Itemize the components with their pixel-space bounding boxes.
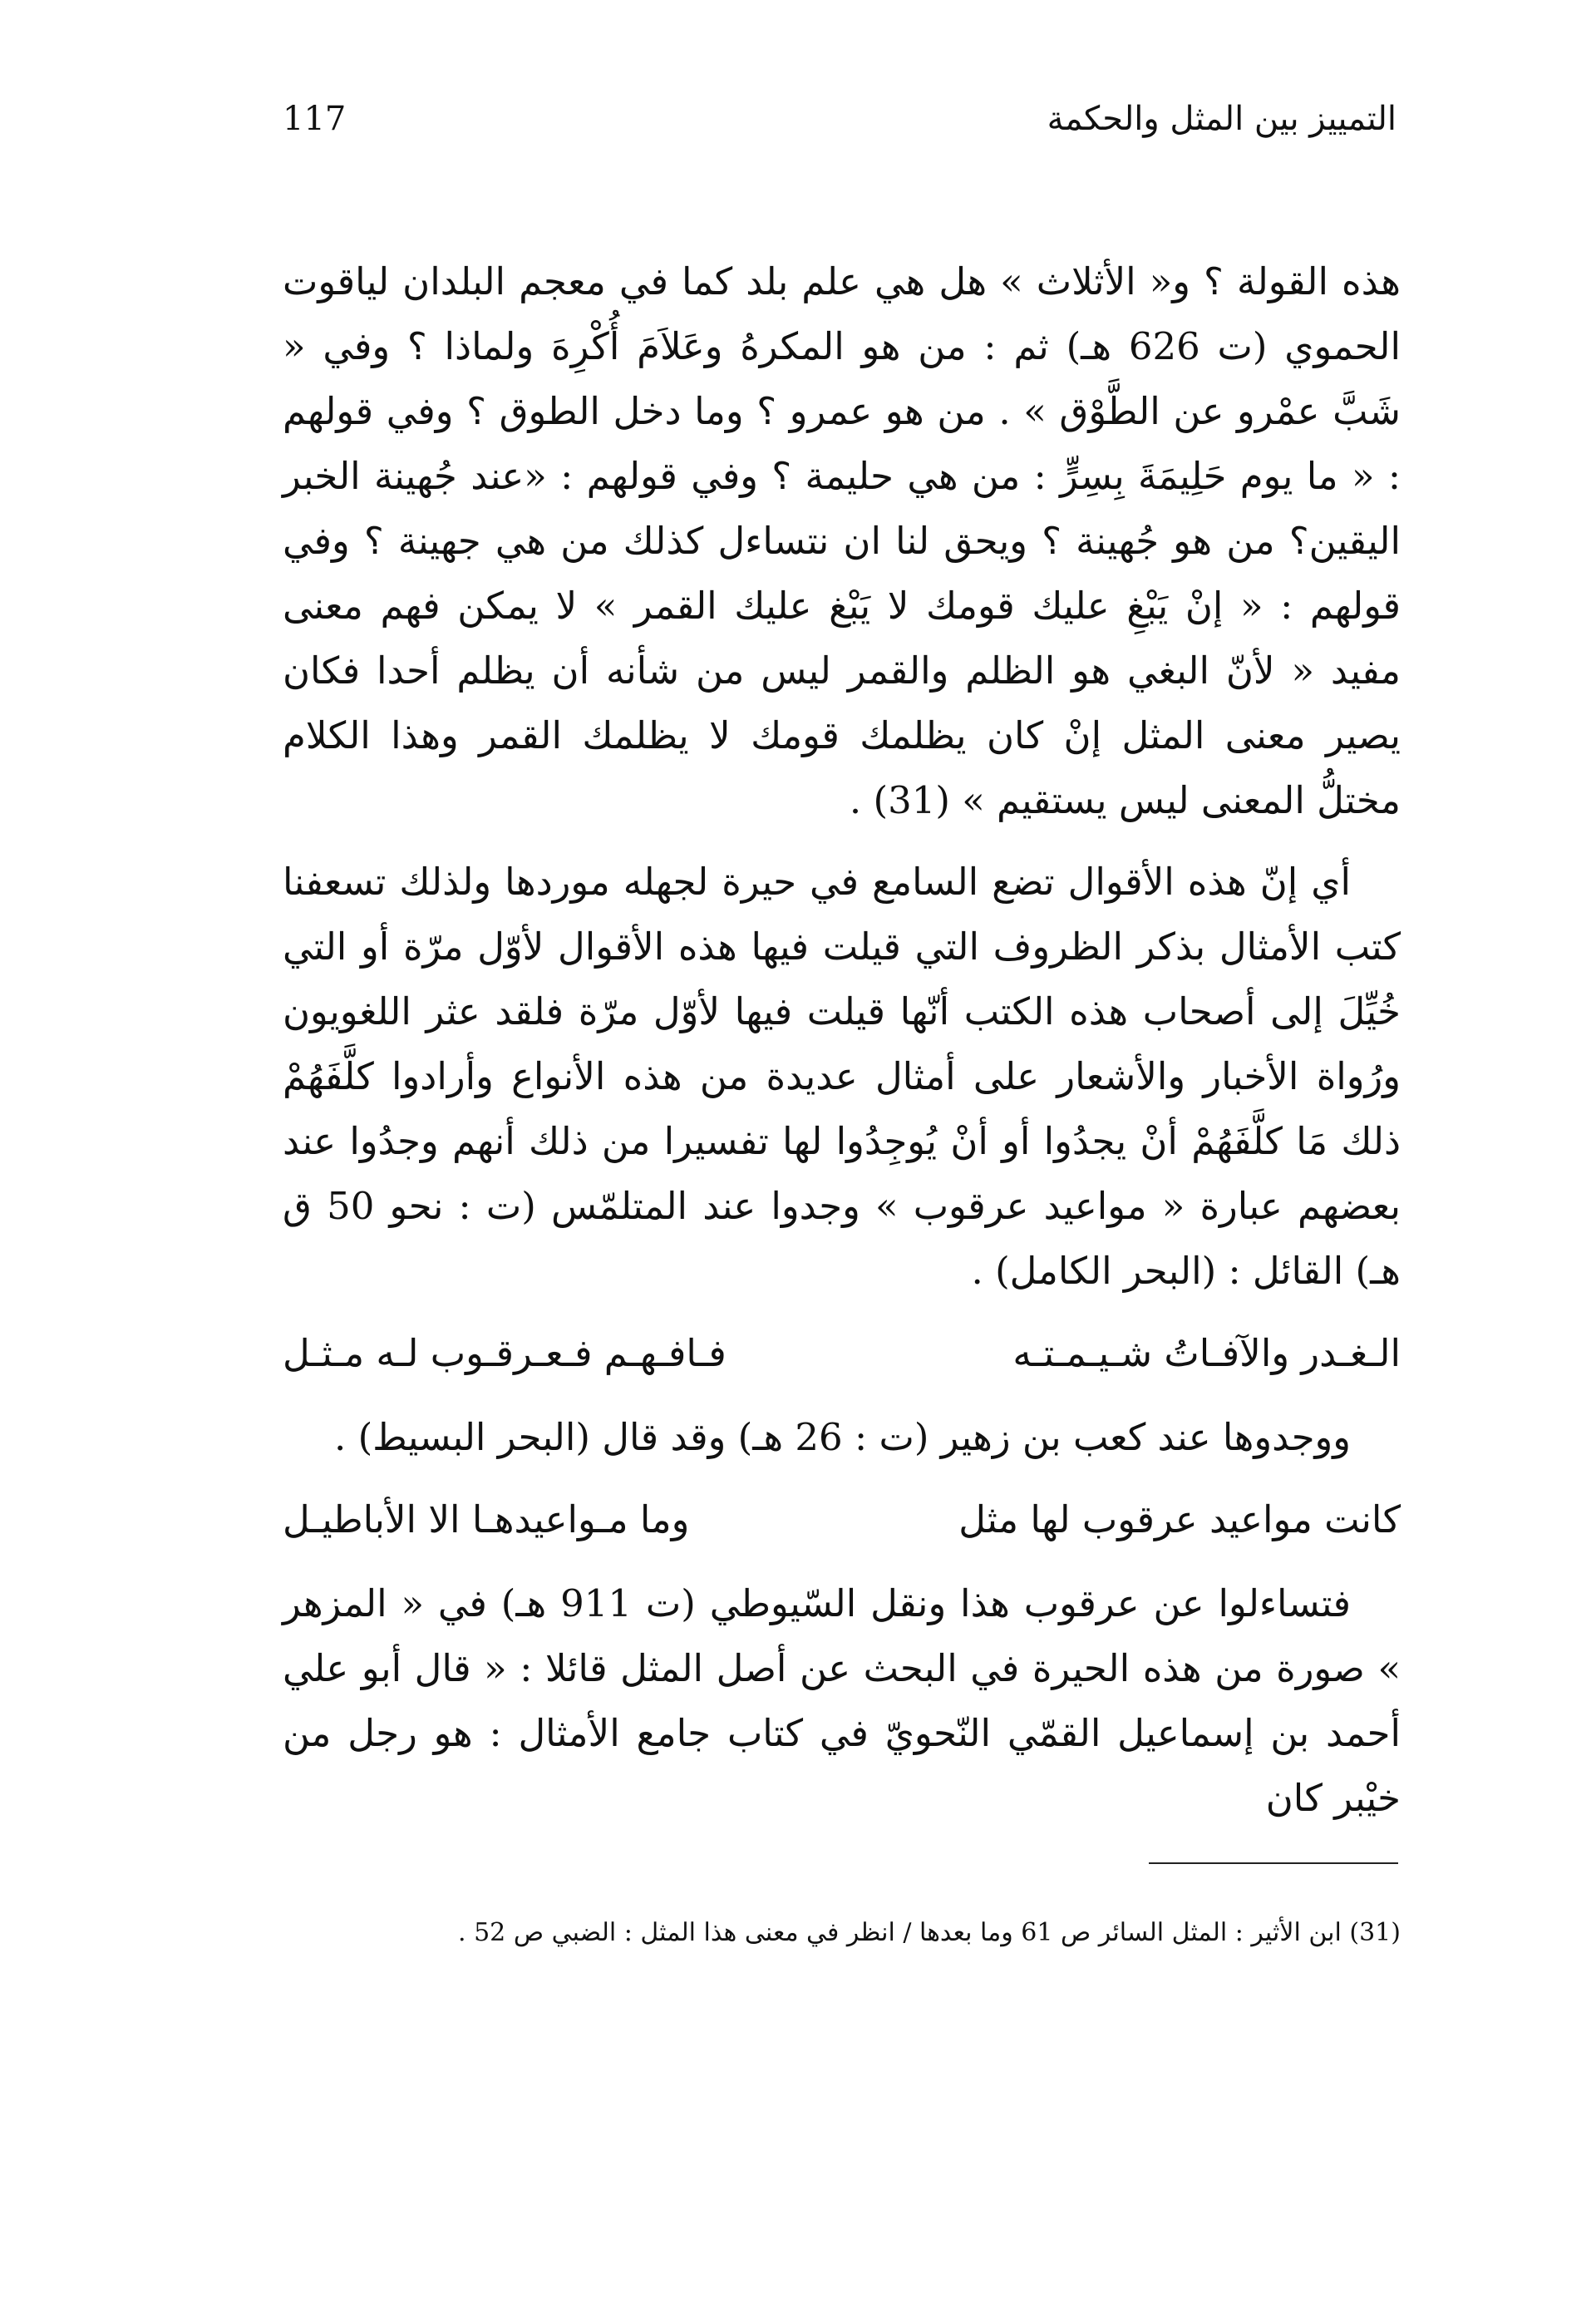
verse-1-first-hemistich: الـغـدر والآفـاتُ شـيـمـتـه xyxy=(1012,1331,1401,1375)
paragraph-4: فتساءلوا عن عرقوب هذا ونقل السّيوطي (ت 911 هـ) في « المزهر » صورة من هذه الحيرة في البحث عن أصل المثل قائلا : « قال أبو علي أحمد بن إسماعيل القمّي النّحويّ في كتاب جامع الأمثال : هو رجل من خيْبر كان xyxy=(283,1581,1401,1820)
verse-2-second-hemistich: وما مـواعيدهـا الا الأباطيـل xyxy=(283,1497,690,1541)
verse-line-1 xyxy=(283,1320,1401,1387)
verse-1-second-hemistich: فـافـهـم فـعـرقـوب لـه مـثـل xyxy=(283,1331,727,1375)
page-number: 117 xyxy=(283,100,347,138)
footnote-divider xyxy=(1149,1862,1398,1864)
main-text xyxy=(283,249,1401,1847)
running-header xyxy=(283,100,1396,150)
running-title: التمييز بين المثل والحكمة xyxy=(1047,100,1396,138)
paragraph-1: هذه القولة ؟ و« الأثلاث » هل هي علم بلد كما في معجم البلدان لياقوت الحموي (ت 626 هـ) ثم : من هو المكرهُ وعَلاَمَ أُكْرِهَ ولماذا ؟ وفي « شَبَّ عمْرو عن الطَّوْق » . من هو عمرو ؟ وما دخل الطوق ؟ وفي قولهم : « ما يوم حَلِيمَةَ بِسِرٍّ : من هي حليمة ؟ وفي قولهم : «عند جُهينة الخبر اليقين؟ من هو جُهينة ؟ ويحق لنا ان نتساءل كذلك من هي جهينة ؟ وفي قولهم : « إنْ يَبْغِ عليك قومك لا يَبْغ عليك القمر » لا يمكن فهم معنى مفيد « لأنّ البغي هو الظلم والقمر ليس من شأنه أن يظلم أحدا فكان يصير معنى المثل إنْ كان يظلمك قومك لا يظلمك القمر وهذا الكلام مختلُّ المعنى ليس يستقيم » (31) . xyxy=(283,259,1401,822)
paragraph-2: أي إنّ هذه الأقوال تضع السامع في حيرة لجهله موردها ولذلك تسعفنا كتب الأمثال بذكر الظروف التي قيلت فيها هذه الأقوال لأوّل مرّة أو التي خُيِّلَ إلى أصحاب هذه الكتب أنّها قيلت فيها لأوّل مرّة فلقد عثر اللغويون ورُواة الأخبار والأشعار على أمثال عديدة من هذه الأنواع وأرادوا كلَّفَهُمْ ذلك مَا كلَّفَهُمْ أنْ يجدُوا أو أنْ يُوجِدُوا لها تفسيرا من ذلك أنهم وجدُوا عند بعضهم عبارة « مواعيد عرقوب » وجدوا عند المتلمّس (ت : نحو 50 ق هـ) القائل : (البحر الكامل) . xyxy=(283,860,1401,1293)
verse-2-first-hemistich: كانت مواعيد عرقوب لها مثل xyxy=(958,1497,1401,1541)
footnote: (31) ابن الأثير : المثل السائر ص 61 وما بعدها / انظر في معنى هذا المثل : الضبي ص 52 . xyxy=(458,1918,1401,1947)
paragraph-3: ووجدوها عند كعب بن زهير (ت : 26 هـ) وقد قال (البحر البسيط) . xyxy=(334,1415,1351,1459)
verse-line-2 xyxy=(283,1487,1401,1553)
